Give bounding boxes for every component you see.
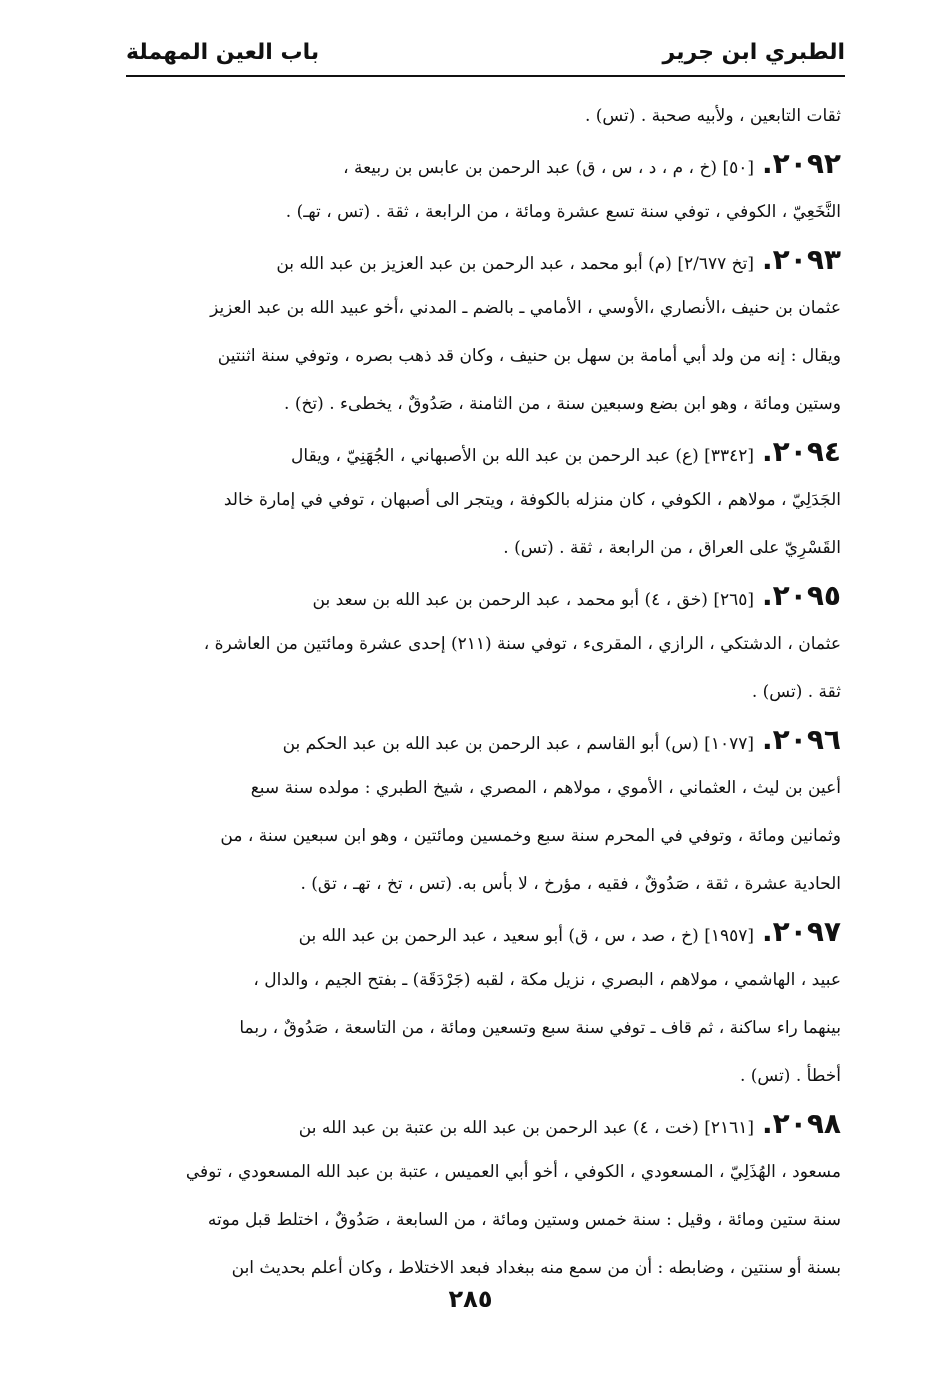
entry-first-line [128,1100,841,1148]
text-line [128,1196,841,1244]
line-text: ويقال : إنه من ولد أبي أمامة بن سهل بن حنيف ، وكان قد ذهب بصره ، وتوفي سنة اثنتين [217,346,841,366]
line-text: سنة ستين ومائة ، وقيل : سنة خمس وستين ومائة ، من السابعة ، صَدُوقٌ ، اختلط قبل موته [207,1210,841,1230]
header-book-title: الطبري ابن جرير [662,39,845,65]
running-header [126,30,845,74]
line-text: [٢١٦١] (خت ، ٤) عبد الرحمن بن عبد الله بن عتبة بن عبد الله بن [298,1118,754,1138]
entry-first-line [128,236,841,284]
line-text: [٢٦٥] (خق ، ٤) أبو محمد ، عبد الرحمن بن عبد الله بن سعد بن [312,590,754,610]
entry-number: ٢٠٩٢. [762,147,841,180]
line-text: [١٠٧٧] (س) أبو القاسم ، عبد الرحمن بن عبد الله بن عبد الحكم بن [282,734,754,754]
text-line [128,524,841,572]
entry-first-line [128,572,841,620]
text-line [128,860,841,908]
line-text: ثقة . (تس) . [751,682,841,702]
header-chapter-title: باب العين المهملة [126,39,320,65]
line-text: أخطأ . (تس) . [739,1066,841,1086]
text-line [128,380,841,428]
line-text: [١٩٥٧] (خ ، صد ، س ، ق) أبو سعيد ، عبد الرحمن بن عبد الله بن [298,926,754,946]
line-text: عثمان بن حنيف ،الأنصاري ،الأوسي ، الأمامي ـ بالضم ـ المدني ،أخو عبيد الله بن عبد العزيز [210,298,841,318]
text-line [128,1004,841,1052]
line-text: عثمان ، الدشتكي ، الرازي ، المقرىء ، توفي سنة (٢١١) إحدى عشرة ومائتين من العاشرة ، [203,634,841,654]
text-line [128,92,841,140]
entry-first-line [128,908,841,956]
text-line [128,956,841,1004]
line-text: وثمانين ومائة ، وتوفي في المحرم سنة سبع وخمسين ومائتين ، وهو ابن سبعين سنة ، من [220,826,841,846]
entry-number: ٢٠٩٥. [762,579,841,612]
line-text: مسعود ، الهُذَلِيّ ، المسعودي ، الكوفي ، أخو أبي العميس ، عتبة بن عبد الله المسعودي ، توفي [185,1162,841,1182]
entry-first-line [128,140,841,188]
text-line [128,1052,841,1100]
text-line [128,668,841,716]
entry-number: ٢٠٩٨. [762,1107,841,1140]
page-number: ٢٨٥ [448,1285,493,1313]
text-line [128,620,841,668]
text-line [128,812,841,860]
text-line [128,1148,841,1196]
line-text: عبيد ، الهاشمي ، مولاهم ، البصري ، نزيل مكة ، لقبه (جَرْدَقَة) ـ بفتح الجيم ، والدال ، [253,970,841,990]
line-text: القَسْرِيّ على العراق ، من الرابعة ، ثقة . (تس) . [503,538,841,558]
page-body [128,92,841,1292]
text-line [128,188,841,236]
line-text: ثقات التابعين ، ولأبيه صحبة . (تس) . [584,106,841,126]
line-text: [٣٣٤٢] (ع) عبد الرحمن بن عبد الله بن الأصبهاني ، الجُهَنِيّ ، ويقال [291,446,754,466]
line-text: بسنة أو سنتين ، وضابطه : أن من سمع منه ببغداد فبعد الاختلاط ، وكان أعلم بحديث ابن [231,1258,841,1278]
entry-first-line [128,428,841,476]
line-text: النَّخَعِيّ ، الكوفي ، توفي سنة تسع عشرة ومائة ، من الرابعة ، ثقة . (تس ، تهـ) . [285,202,841,222]
line-text: بينهما راء ساكنة ، ثم قاف ـ توفي سنة سبع وتسعين ومائة ، من التاسعة ، صَدُوقٌ ، ربما [239,1018,841,1038]
text-line [128,476,841,524]
entry-first-line [128,716,841,764]
entry-number: ٢٠٩٤. [762,435,841,468]
header-rule [126,75,845,77]
line-text: أعين بن ليث ، العثماني ، الأموي ، مولاهم ، المصري ، شيخ الطبري : مولده سنة سبع [250,778,841,798]
entry-number: ٢٠٩٧. [762,915,841,948]
line-text: وستين ومائة ، وهو ابن بضع وسبعين سنة ، من الثامنة ، صَدُوقٌ ، يخطىء . (تخ) . [284,394,841,414]
line-text: [٥٠] (خ ، م ، د ، س ، ق) عبد الرحمن بن عابس بن ربيعة ، [343,158,754,178]
text-line [128,764,841,812]
text-line [128,284,841,332]
text-line [128,332,841,380]
line-text: [تخ ٢/٦٧٧] (م) أبو محمد ، عبد الرحمن بن عبد العزيز بن عبد الله بن [276,254,754,274]
line-text: الجَدَلِيّ ، مولاهم ، الكوفي ، كان منزله بالكوفة ، ويتجر الى أصبهان ، توفي في إمارة خالد [223,490,841,510]
line-text: الحادية عشرة ، ثقة ، صَدُوقٌ ، فقيه ، مؤرخ ، لا بأس به. (تس ، تخ ، تهـ ، تق) . [300,874,841,894]
entry-number: ٢٠٩٣. [762,243,841,276]
entry-number: ٢٠٩٦. [762,723,841,756]
